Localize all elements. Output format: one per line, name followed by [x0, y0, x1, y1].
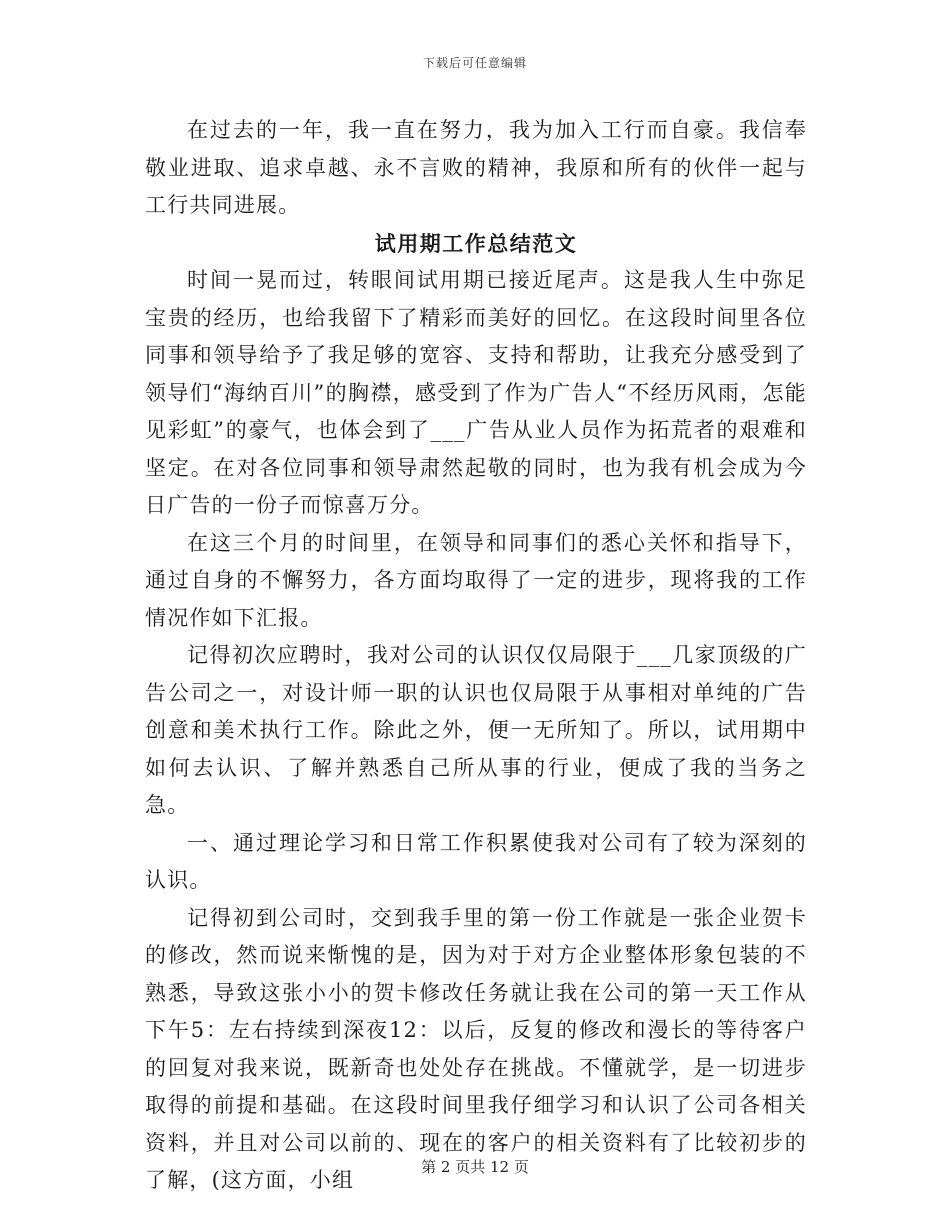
intro-paragraph: 在过去的一年，我一直在努力，我为加入工行而自豪。我信奉敬业进取、追求卓越、永不言败的精神，我原和所有的伙伴一起与工行共同进展。 — [145, 118, 807, 217]
page-number: 第 2 页共 12 页 — [421, 1158, 529, 1176]
page-header: 下载后可任意编辑 — [422, 56, 527, 70]
body-paragraph-1: 时间一晃而过，转眼间试用期已接近尾声。这是我人生中弥足宝贵的经历，也给我留下了精彩而美好的回忆。在这段时间里各位同事和领导给予了我足够的宽容、支持和帮助，让我充分感受到了领导们“海纳百川”的胸襟，感受到了作为广告人“不经历风雨，怎能见彩虹”的豪气，也体会到了___广告从业人员作为拓荒者的艰难和坚定。在对各位同事和领导肃然起敬的同时，也为我有机会成为今日广告的一份子而惊喜万分。 — [145, 268, 807, 517]
body-paragraph-4: 记得初到公司时，交到我手里的第一份工作就是一张企业贺卡的修改，然而说来惭愧的是，因为对于对方企业整体形象包装的不熟悉，导致这张小小的贺卡修改任务就让我在公司的第一天工作从下午5：左右持续到深夜12：以后，反复的修改和漫长的等待客户的回复对我来说，既新奇也处处存在挑战。不懂就学，是一切进步取得的前提和基础。在这段时间里我仔细学习和认识了公司各相关资料，并且对公司以前的、现在的客户的相关资料有了比较初步的了解，(这方面，小组 — [145, 905, 807, 1192]
body-paragraph-3: 记得初次应聘时，我对公司的认识仅仅局限于___几家顶级的广告公司之一，对设计师一职的认识也仅局限于从事相对单纯的广告创意和美术执行工作。除此之外，便一无所知了。所以，试用期中如何去认识、了解并熟悉自己所从事的行业，便成了我的当务之急。 — [145, 643, 807, 817]
document-body — [145, 112, 807, 1200]
section-heading-1: 一、通过理论学习和日常工作积累使我对公司有了较为深刻的认识。 — [145, 830, 807, 892]
body-paragraph-2: 在这三个月的时间里，在领导和同事们的悉心关怀和指导下，通过自身的不懈努力，各方面均取得了一定的进步，现将我的工作情况作如下汇报。 — [145, 530, 807, 630]
document-title: 试用期工作总结范文 — [374, 230, 578, 256]
